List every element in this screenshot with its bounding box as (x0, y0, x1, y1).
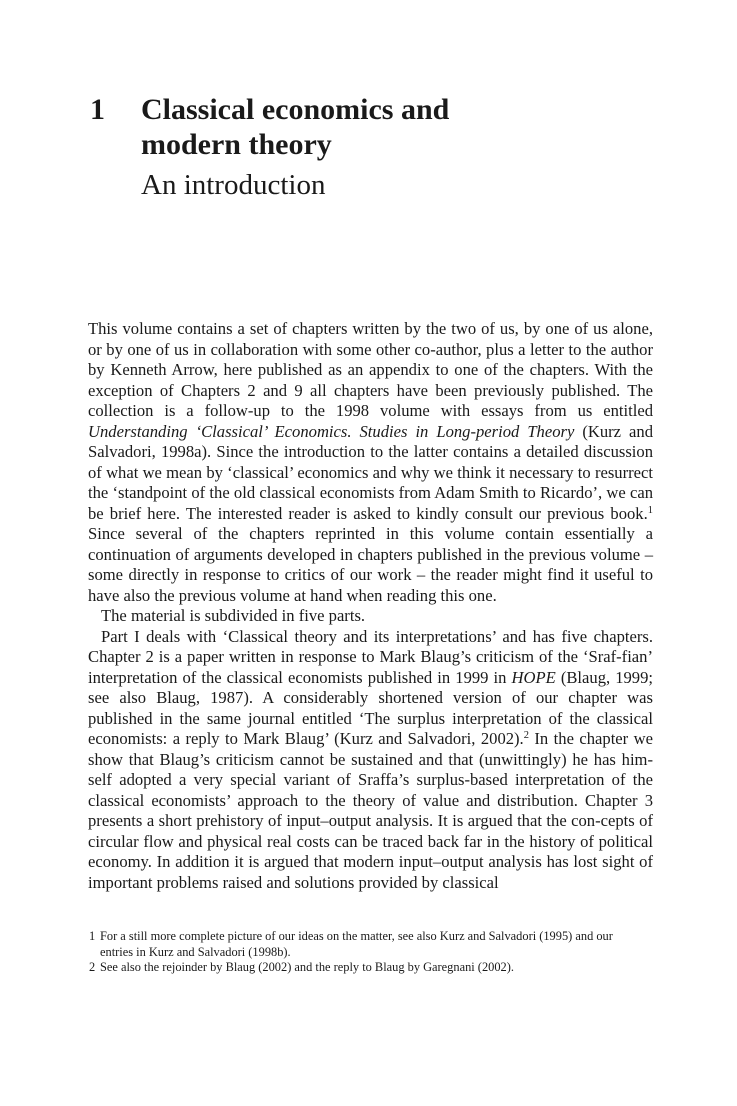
chapter-title (141, 92, 621, 162)
footnote-number: 1 (89, 929, 96, 943)
body-text (88, 319, 653, 893)
footnotes (88, 929, 648, 976)
paragraph-3 (88, 627, 653, 894)
journal-title: HOPE (511, 667, 556, 687)
paragraph-1-text-b: (Kurz and Salvadori, 1998a). Since the introduction to the latter contains a detailed discussion of what we mean by ‘classical’ economics and why we think it necessary to resurrect the ‘standpoint of the old classical economists from Adam Smith to Ricardo’, we can be brief here. The interested reader is asked to kindly consult our previous book. (88, 421, 654, 523)
paragraph-1-text-a: This volume contains a set of chapters written by the two of us, by one of us alone, or by one of us in collaboration with some other co-author, plus a letter to the author by Kenneth Arrow, here published as an appendix to one of the chapters. With the exception of Chapters 2 and 9 all chapters have been previously published. The collection is a follow-up to the 1998 volume with essays from us entitled (88, 319, 653, 420)
footnote-text: For a still more complete picture of our ideas on the matter, see also Kurz and Salvadori (1995) and our entries in Kurz and Salvadori (1998b). (100, 929, 613, 959)
chapter-number: 1 (90, 93, 105, 126)
paragraph-2: The material is subdivided in five parts. (101, 606, 366, 625)
footnote-text: See also the rejoinder by Blaug (2002) and the reply to Blaug by Garegnani (2002). (100, 960, 514, 974)
chapter-subtitle: An introduction (141, 169, 326, 201)
footnote-1 (88, 929, 648, 960)
book-title: Understanding ‘Classical’ Economics. Studies in Long-period Theory (88, 421, 575, 441)
paragraph-3-text-a: Part I deals with ‘Classical theory and its interpretations’ and has five chapters. Chapter 2 is a paper written in response to Mark Blaug’s criticism of the ‘Sraf-fian’ interpretation of the classical economists published in 1999 in (88, 626, 653, 687)
chapter-title-line-1: Classical economics and (141, 93, 450, 126)
chapter-title-line-2: modern theory (141, 128, 332, 161)
paragraph-1 (88, 319, 653, 606)
paragraph-3-text-b: (Blaug, 1999; see also Blaug, 1987). A considerably shortened version of our chapter was published in the same journal entitled ‘The surplus interpretation of the classical economists: a reply to Mark Blaug’ (Kurz and Salvadori, 2002). (88, 667, 654, 748)
footnote-reference-1[interactable]: 1 (647, 504, 653, 516)
footnote-reference-2[interactable]: 2 (523, 730, 529, 741)
paragraph-3-text-c: In the chapter we show that Blaug’s criticism cannot be sustained and that (unwittingly) he has him-self adopted a very special variant of Sraffa’s surplus-based interpretation of the classical economists’ approach to the theory of value and distribution. Chapter 3 presents a short prehistory of input–output analysis. It is argued that the con-cepts of circular flow and physical real costs can be traced back far in the history of political economy. In addition it is argued that modern input–output analysis has lost sight of important problems raised and solutions provided by classical (88, 729, 653, 892)
footnote-number: 2 (89, 960, 96, 974)
paragraph-1-text-c: Since several of the chapters reprinted in this volume contain essentially a continuation of arguments developed in chapters published in the previous volume – some directly in response to critics of our work – the reader might find it useful to have also the previous volume at hand when reading this one. (88, 524, 653, 605)
footnote-2 (88, 960, 648, 976)
